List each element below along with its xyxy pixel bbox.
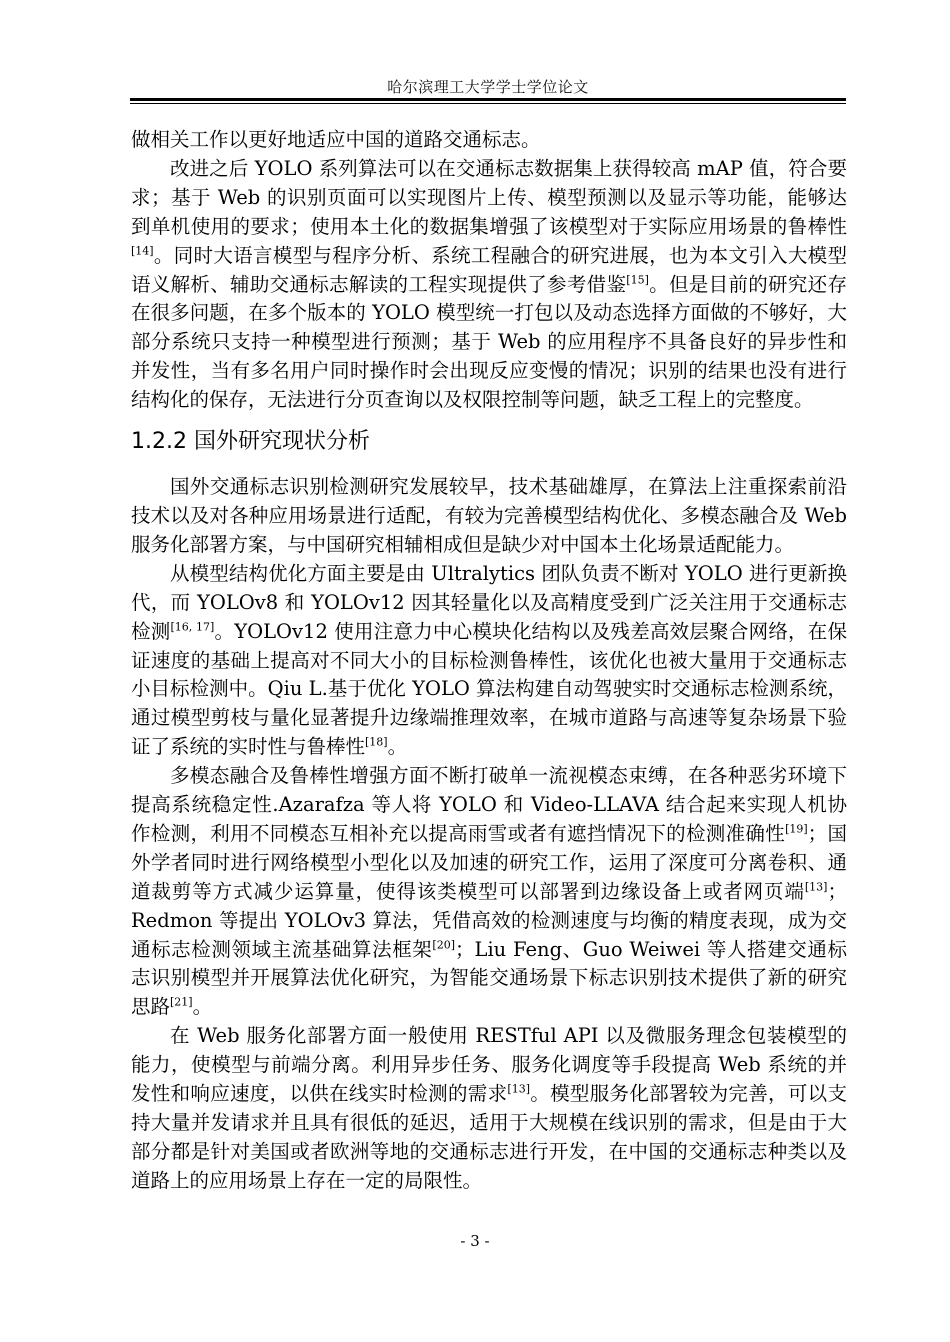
paragraph-text: 国外交通标志识别检测研究发展较早，技术基础雄厚，在算法上注重探索前沿技术以及对各种应用场景进行适配，有较为完善模型结构优化、多模态融合及 Web 服务化部署方案，与中国研究相辅相成但是缺少对中国本土化场景适配能力。 xyxy=(131,475,847,556)
citation-ref: [14] xyxy=(131,244,154,258)
paragraph-text: 改进之后 YOLO 系列算法可以在交通标志数据集上获得较高 mAP 值，符合要求；基于 Web 的识别页面可以实现图片上传、模型预测以及显示等功能，能够达到单机使用的要求；使用本土化的数据集增强了该模型对于实际应用场景的鲁棒性 xyxy=(131,156,847,238)
paragraph-text: 。YOLOv12 使用注意力中心模块化结构以及残差高效层聚合网络，在保证速度的基础上提高对不同大小的目标检测鲁棒性，该优化也被大量用于交通标志小目标检测中。Qiu L.基于优化 YOLO 算法构建自动驾驶实时交通标志检测系统，通过模型剪枝与量化显著提升边缘端推理效率，在城市道路与高速等复杂场景下验证了系统的实时性与鲁棒性 xyxy=(131,619,847,759)
paragraph-text: 。 xyxy=(192,995,213,1019)
paragraph-text: 。模型服务化部署较为完善，可以支持大量并发请求并且具有很低的延迟，适用于大规模在线识别的需求，但是由于大部分都是针对美国或者欧洲等地的交通标志进行开发，在中国的交通标志种类以及道路上的应用场景上存在一定的局限性。 xyxy=(131,1082,847,1192)
body-paragraph xyxy=(131,1022,847,1195)
citation-ref: [13] xyxy=(507,1082,530,1096)
citation-ref: [21] xyxy=(170,995,193,1009)
citation-ref: [19] xyxy=(785,822,808,836)
paragraph-text: ；国外学者同时进行网络模型小型化以及加速的研究工作，运用了深度可分离卷积、通道裁剪等方式减少运算量，使得该类模型可以部署到边缘设备上或者网页端 xyxy=(131,821,847,903)
paragraph-text: 在 Web 服务化部署方面一般使用 RESTful API 以及微服务理念包装模型的能力，使模型与前端分离。利用异步任务、服务化调度等手段提高 Web 系统的并发性和响应速度，以供在线实时检测的需求 xyxy=(131,1024,847,1106)
paragraph-text: 。同时大语言模型与程序分析、系统工程融合的研究进展，也为本文引入大模型语义解析、辅助交通标志解读的工程实现提供了参考借鉴 xyxy=(131,243,847,296)
paragraph-text: 从模型结构优化方面主要是由 Ultralytics 团队负责不断对 YOLO 进行更新换代，而 YOLOv8 和 YOLOv12 因其轻量化以及高精度受到广泛关注用于交通标志检测 xyxy=(131,561,847,643)
citation-ref: [13] xyxy=(804,880,828,894)
body-paragraph xyxy=(131,473,847,560)
paragraph-text: ；Redmon 等提出 YOLOv3 算法，凭借高效的检测速度与均衡的精度表现，成为交通标志检测领域主流基础算法框架 xyxy=(131,879,847,961)
body-paragraph xyxy=(131,560,847,762)
header-rule-thin xyxy=(130,103,846,104)
page-number: - 3 - xyxy=(460,1232,490,1250)
body-paragraph xyxy=(131,126,847,155)
paragraph-text: 多模态融合及鲁棒性增强方面不断打破单一流视模态束缚，在各种恶劣环境下提高系统稳定性.Azarafza 等人将 YOLO 和 Video-LLAVA 结合起来实现人机协作检测，利用不同模态互相补充以提高雨雪或者有遮挡情况下的检测准确性 xyxy=(131,764,847,845)
body-paragraph xyxy=(131,762,847,1022)
citation-ref: [16, 17] xyxy=(170,620,215,634)
section-heading xyxy=(131,427,847,457)
citation-ref: [15] xyxy=(626,273,649,287)
paragraph-text: 。但是目前的研究还存在很多问题，在多个版本的 YOLO 模型统一打包以及动态选择方面做的不够好，大部分系统只支持一种模型进行预测；基于 Web 的应用程序不具备良好的异步性和并发性，当有多名用户同时操作时会出现反应变慢的情况；识别的结果也没有进行结构化的保存，无法进行分页查询以及权限控制等问题，缺乏工程上的完整度。 xyxy=(131,272,847,412)
citation-ref: [18] xyxy=(365,735,388,749)
header-rule-thick xyxy=(130,98,846,101)
paragraph-text: ；Liu Feng、Guo Weiwei 等人搭建交通标志识别模型并开展算法优化研究，为智能交通场景下标志识别技术提供了新的研究思路 xyxy=(131,937,847,1019)
body-paragraph xyxy=(131,155,847,415)
running-header: 哈尔滨理工大学学士学位论文 xyxy=(387,78,589,96)
paragraph-text: 做相关工作以更好地适应中国的道路交通标志。 xyxy=(131,128,541,151)
paragraph-text: 1.2.2 国外研究现状分析 xyxy=(131,429,370,455)
citation-ref: [20] xyxy=(432,938,455,952)
paragraph-text: 。 xyxy=(387,735,408,759)
body-text xyxy=(131,126,847,1196)
